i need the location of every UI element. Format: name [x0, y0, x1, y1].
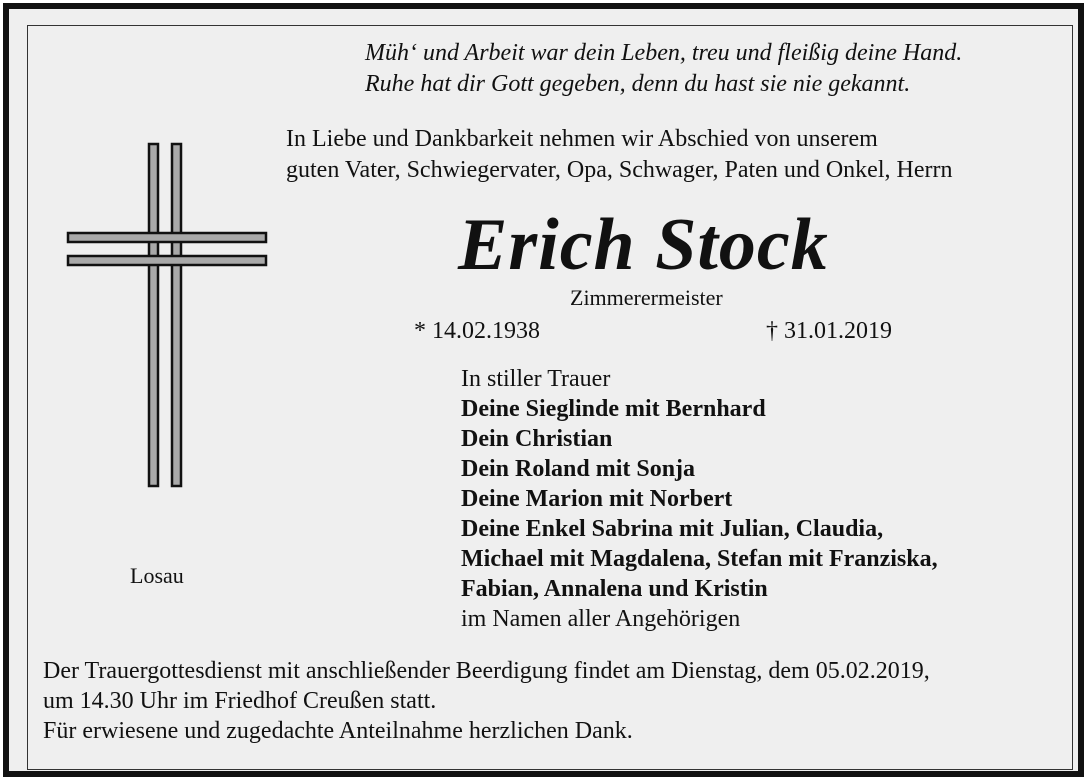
- motto-line: Ruhe hat dir Gott gegeben, denn du hast sie nie gekannt.: [365, 71, 911, 97]
- mourner-name: Dein Roland mit Sonja: [461, 456, 696, 482]
- birth-date: * 14.02.1938: [414, 318, 540, 344]
- intro-line: In Liebe und Dankbarkeit nehmen wir Abschied von unserem: [286, 126, 878, 152]
- mourners-list: [461, 364, 938, 634]
- mourners-outro: im Namen aller Angehörigen: [461, 606, 741, 632]
- intro-text: [286, 124, 952, 186]
- motto-verse: [365, 38, 962, 100]
- mourner-name: Deine Marion mit Norbert: [461, 486, 733, 512]
- deceased-profession: Zimmerermeister: [570, 285, 723, 310]
- mourners-intro: In stiller Trauer: [461, 366, 611, 392]
- double-line-cross-icon: [65, 140, 270, 492]
- mourner-name: Michael mit Magdalena, Stefan mit Franziska,: [461, 546, 938, 572]
- service-line: Für erwiesene und zugedachte Anteilnahme herzlichen Dank.: [43, 718, 633, 744]
- mourner-name: Deine Enkel Sabrina mit Julian, Claudia,: [461, 516, 884, 542]
- service-line: um 14.30 Uhr im Friedhof Creußen statt.: [43, 688, 437, 714]
- deceased-name: Erich Stock: [458, 204, 829, 286]
- mourner-name: Deine Sieglinde mit Bernhard: [461, 396, 766, 422]
- place-name: Losau: [130, 563, 184, 588]
- motto-line: Müh‘ und Arbeit war dein Leben, treu und fleißig deine Hand.: [365, 40, 963, 66]
- service-notice: [43, 656, 930, 746]
- service-line: Der Trauergottesdienst mit anschließender Beerdigung findet am Dienstag, dem 05.02.2019,: [43, 658, 930, 684]
- mourner-name: Dein Christian: [461, 426, 613, 452]
- mourner-name: Fabian, Annalena und Kristin: [461, 576, 768, 602]
- intro-line: guten Vater, Schwiegervater, Opa, Schwager, Paten und Onkel, Herrn: [286, 157, 953, 183]
- death-date: † 31.01.2019: [766, 318, 892, 344]
